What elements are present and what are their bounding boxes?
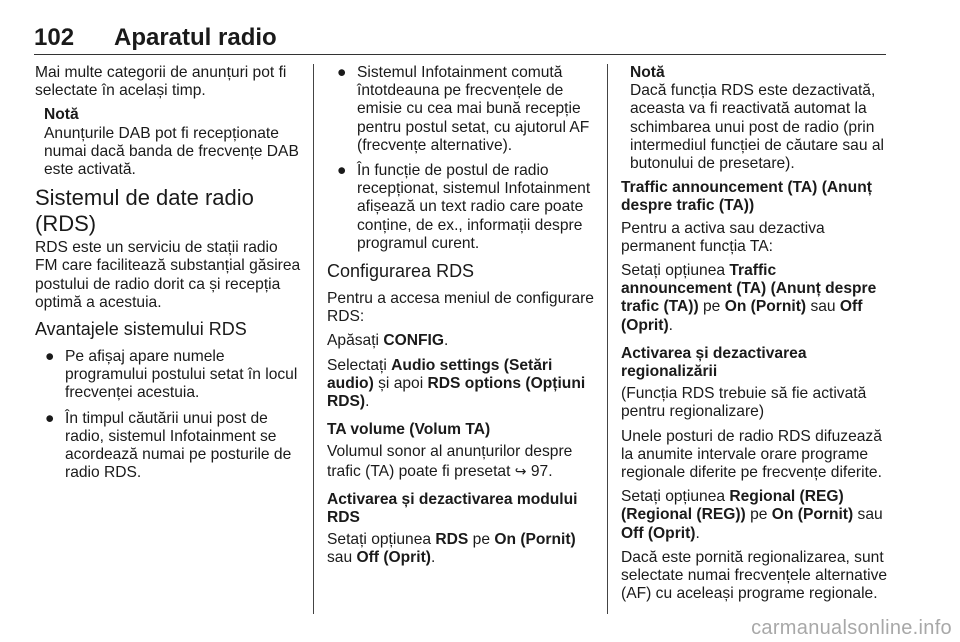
- column-right: [621, 64, 889, 609]
- regional-note: (Funcția RDS trebuie să fie activată pentru regionalizare): [621, 385, 867, 421]
- subheading-ta-volume: TA volume (Volum TA): [327, 421, 491, 439]
- bullet-icon: ●: [337, 162, 347, 180]
- subheading-regional: Activarea și dezactivarea regionalizării: [621, 344, 807, 381]
- ta-volume-paragraph: [327, 443, 595, 480]
- instruction-text: pe: [745, 506, 772, 524]
- note-block: [630, 64, 889, 173]
- instruction-text: sau: [806, 298, 840, 316]
- advantages-list: [35, 348, 301, 482]
- instruction-text: .: [444, 332, 449, 350]
- press-instruction: [327, 332, 595, 350]
- instruction-text: sau: [327, 549, 357, 567]
- page-number: 102: [34, 24, 75, 51]
- config-intro: Pentru a accesa meniul de configurare RDS:: [327, 290, 594, 326]
- instruction-text: Apăsați: [327, 332, 384, 350]
- list-item-text: Sistemul Infotainment comută întotdeauna pe frecvențele de emisie cu cea mai bună recepție pentru postul setat, cu ajutorul AF (frecvențe alternative).: [357, 64, 590, 154]
- traffic-paragraph: Pentru a activa sau dezactiva permanent funcția TA:: [621, 219, 825, 255]
- select-instruction: [327, 357, 595, 412]
- config-key-label: CONFIG: [383, 332, 444, 350]
- regional-result-paragraph: Dacă este pornită regionalizarea, sunt selectate numai frecvențele alternative (AF) cu aceleași programe regionale.: [621, 548, 888, 603]
- advantages-list-continued: [327, 64, 595, 253]
- subheading-traffic-announcement: Traffic announcement (TA) (Anunț despre trafic (TA)): [621, 179, 872, 215]
- instruction-text: .: [695, 524, 700, 542]
- chapter-title: Aparatul radio: [114, 24, 277, 51]
- list-item-text: În funcție de postul de radio recepționat, sistemul Infotainment afișează un text radio care poate conține, de ex., informații despre programul curent.: [357, 162, 591, 252]
- rds-toggle-instruction: [327, 531, 595, 567]
- intro-paragraph: Mai multe categorii de anunțuri pot fi selectate în același timp.: [35, 64, 287, 100]
- instruction-text: pe: [698, 298, 725, 316]
- note-block: [44, 106, 301, 179]
- watermark: carmanualsonline.info: [751, 617, 952, 639]
- bullet-icon: ●: [337, 64, 347, 81]
- instruction-text: și apoi: [373, 374, 428, 392]
- instruction-text: pe: [468, 531, 495, 549]
- option-on: On (Pornit): [494, 531, 576, 549]
- option-on: On (Pornit): [724, 298, 807, 316]
- subheading-rds-toggle: Activarea și dezactivarea modului RDS: [327, 490, 578, 527]
- list-item: [327, 162, 595, 253]
- section-heading-advantages: Avantajele sistemului RDS: [35, 319, 247, 340]
- instruction-text: Setați opțiunea: [327, 531, 436, 549]
- page-reference: 97.: [526, 462, 553, 480]
- instruction-text: .: [668, 316, 673, 334]
- header-divider: [34, 54, 886, 55]
- page-reference-arrow-icon: ↪: [514, 462, 527, 479]
- bullet-icon: ●: [45, 348, 55, 366]
- instruction-text: .: [430, 549, 436, 567]
- menu-option-traffic-announcement: Traffic announcement (TA) (Anunț despre trafic (TA)): [621, 262, 877, 316]
- note-title: Notă: [44, 106, 79, 124]
- instruction-text: Setați opțiunea: [621, 262, 730, 280]
- option-off: Off (Oprit): [621, 298, 863, 334]
- traffic-instruction: [621, 262, 889, 335]
- option-on: On (Pornit): [771, 506, 854, 524]
- column-divider: [607, 64, 608, 614]
- paragraph-text: Volumul sonor al anunțurilor despre trafic (TA) poate fi presetat: [327, 443, 573, 480]
- list-item: [327, 64, 595, 155]
- regional-instruction: [621, 488, 889, 543]
- note-text: Anunțurile DAB pot fi recepționate numai dacă banda de frecvențe DAB este activată.: [44, 124, 299, 179]
- instruction-text: .: [365, 393, 370, 411]
- page-header: [34, 24, 886, 50]
- instruction-text: Selectați: [327, 356, 392, 374]
- bullet-icon: ●: [45, 409, 55, 427]
- regional-paragraph: Unele posturi de radio RDS difuzează la anumite intervale orare programe regionale diferite pe frecvențe diferite.: [621, 427, 882, 482]
- option-off: Off (Oprit): [621, 524, 696, 542]
- column-middle: [327, 64, 595, 574]
- column-divider: [313, 64, 314, 614]
- menu-option-regional: Regional (REG) (Regional (REG)): [621, 488, 844, 524]
- rds-intro-paragraph: RDS este un serviciu de stații radio FM care facilitează substanțial găsirea postului de radio dorit ca și recepția optimă a acestuia.: [35, 239, 301, 311]
- section-heading-rds: Sistemul de date radio (RDS): [35, 185, 254, 237]
- list-item-text: Pe afișaj apare numele programului postului setat în locul frecvenței acestuia.: [65, 348, 298, 402]
- list-item: [35, 348, 301, 403]
- instruction-text: Setați opțiunea: [621, 488, 730, 506]
- option-off: Off (Oprit): [356, 549, 431, 567]
- list-item: [35, 410, 301, 483]
- note-text: Dacă funcția RDS este dezactivată, aceasta va fi reactivată automat la schimbarea unui post de radio (prin intermediul funcției de căutare sau al butonului de presetare).: [630, 82, 884, 173]
- menu-option-audio-settings: Audio settings (Setări audio): [327, 356, 553, 392]
- menu-option-rds-options: RDS options (Opțiuni RDS): [327, 374, 586, 411]
- list-item-text: În timpul căutării unui post de radio, sistemul Infotainment se acordează numai pe posturile de radio RDS.: [65, 409, 292, 482]
- note-title: Notă: [630, 64, 665, 81]
- column-left: [35, 64, 301, 489]
- instruction-text: sau: [853, 506, 883, 524]
- menu-option-rds: RDS: [435, 531, 469, 549]
- section-heading-config: Configurarea RDS: [327, 261, 475, 282]
